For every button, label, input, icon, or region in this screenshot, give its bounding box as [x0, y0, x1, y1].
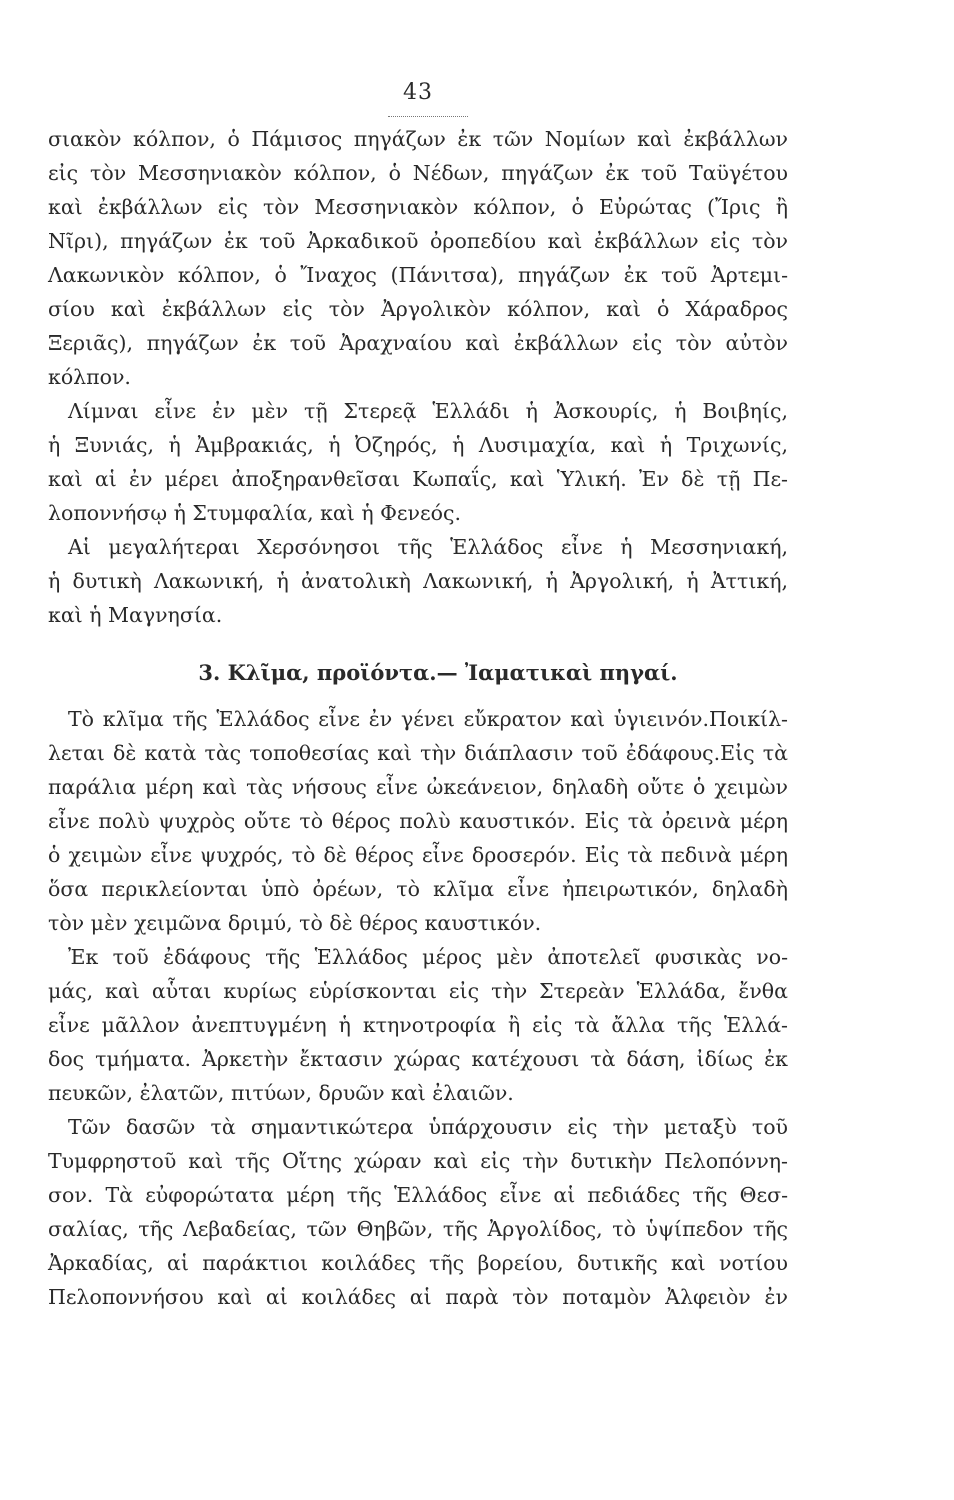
text-line: Τυμφρηστοῦ καὶ τῆς Οἴτης χώραν καὶ εἰς τὴν δυτικὴν Πελοπόννη-	[48, 1149, 788, 1173]
text-line: Τὸ κλῖμα τῆς Ἑλλάδος εἶνε ἐν γένει εὔκρατον καὶ ὑγιεινόν.Ποικίλ-	[68, 707, 788, 731]
text-line: καὶ ἡ Μαγνησία.	[48, 603, 223, 627]
text-line: Ἀρκαδίας, αἱ παράκτιοι κοιλάδες τῆς βορείου, δυτικῆς καὶ νοτίου	[48, 1251, 788, 1275]
text-line: ὅσα περικλείονται ὑπὸ ὀρέων, τὸ κλῖμα εἶνε ἠπειρωτικόν, δηλαδὴ	[48, 877, 788, 901]
text-line: Λακωνικὸν κόλπον, ὁ Ἴναχος (Πάνιτσα), πηγάζων ἐκ τοῦ Ἀρτεμι-	[48, 263, 788, 287]
text-line: μάς, καὶ αὗται κυρίως εὑρίσκονται εἰς τὴν Στερεὰν Ἑλλάδα, ἔνθα	[48, 979, 788, 1003]
text-line: ἡ Ξυνιάς, ἡ Ἀμβρακιάς, ἡ Ὀζηρός, ἡ Λυσιμαχία, καὶ ἡ Τριχωνίς,	[48, 433, 788, 457]
text-line: Ξεριᾶς), πηγάζων ἐκ τοῦ Ἀραχναίου καὶ ἐκβάλλων εἰς τὸν αὐτὸν	[48, 331, 788, 355]
text-line: λεται δὲ κατὰ τὰς τοποθεσίας καὶ τὴν διάπλασιν τοῦ ἐδάφους.Εἰς τὰ	[48, 741, 788, 765]
text-line: ἡ δυτικὴ Λακωνική, ἡ ἀνατολικὴ Λακωνική, ἡ Ἀργολική, ἡ Ἀττική,	[48, 569, 788, 593]
text-line: σαλίας, τῆς Λεβαδείας, τῶν Θηβῶν, τῆς Ἀργολίδος, τὸ ὑψίπεδον τῆς	[48, 1217, 788, 1241]
text-line: δος τμήματα. Ἀρκετὴν ἔκτασιν χώρας κατέχουσι τὰ δάση, ἰδίως ἐκ	[48, 1047, 788, 1071]
section-heading: 3. Κλῖμα, προϊόντα.— Ἰαματικαὶ πηγαί.	[198, 660, 678, 685]
text-line: εἰς τὸν Μεσσηνιακὸν κόλπον, ὁ Νέδων, πηγάζων ἐκ τοῦ Ταϋγέτου	[48, 161, 788, 185]
text-line: Ἐκ τοῦ ἐδάφους τῆς Ἑλλάδος μέρος μὲν ἀποτελεῖ φυσικὰς νο-	[68, 945, 788, 969]
text-line: Πελοποννήσου καὶ αἱ κοιλάδες αἱ παρὰ τὸν ποταμὸν Ἀλφειὸν ἐν	[48, 1285, 788, 1309]
text-line: καὶ ἐκβάλλων εἰς τὸν Μεσσηνιακὸν κόλπον, ὁ Εὐρώτας (Ἴρις ἢ	[48, 195, 788, 219]
text-line: σιακὸν κόλπον, ὁ Πάμισος πηγάζων ἐκ τῶν Νομίων καὶ ἐκβάλλων	[48, 127, 788, 151]
text-line-lakes: Λίμναι εἶνε ἐν μὲν τῇ Στερεᾷ Ἑλλάδι ἡ Ἀσκουρίς, ἡ Βοιβηίς,	[68, 399, 788, 423]
text-line: παράλια μέρη καὶ τὰς νήσους εἶνε ὠκεάνειον, δηλαδὴ οὔτε ὁ χειμὼν	[48, 775, 788, 799]
page-number: 43	[403, 80, 433, 105]
text-line: σον. Τὰ εὐφορώτατα μέρη τῆς Ἑλλάδος εἶνε αἱ πεδιάδες τῆς Θεσ-	[48, 1183, 788, 1207]
text-line: ὁ χειμὼν εἶνε ψυχρός, τὸ δὲ θέρος εἶνε δροσερόν. Εἰς τὰ πεδινὰ μέρη	[48, 843, 788, 867]
page-number-rule	[388, 116, 468, 117]
text-line: καὶ αἱ ἐν μέρει ἀποξηρανθεῖσαι Κωπαΐς, καὶ Ὑλική. Ἐν δὲ τῇ Πε-	[48, 467, 788, 491]
text-line-peninsulas: Αἱ μεγαλήτεραι Χερσόνησοι τῆς Ἑλλάδος εἶνε ἡ Μεσσηνιακή,	[68, 535, 788, 559]
text-line: πευκῶν, ἐλατῶν, πιτύων, δρυῶν καὶ ἐλαιῶν.	[48, 1081, 514, 1105]
text-line: Τῶν δασῶν τὰ σημαντικώτερα ὑπάρχουσιν εἰς τὴν μεταξὺ τοῦ	[68, 1115, 788, 1139]
text-line: κόλπον.	[48, 365, 131, 389]
text-line: σίου καὶ ἐκβάλλων εἰς τὸν Ἀργολικὸν κόλπον, καὶ ὁ Χάραδρος	[48, 297, 788, 321]
text-line: τὸν μὲν χειμῶνα δριμύ, τὸ δὲ θέρος καυστικόν.	[48, 911, 542, 935]
text-line: εἶνε μᾶλλον ἀνεπτυγμένη ἡ κτηνοτροφία ἢ εἰς τὰ ἄλλα τῆς Ἑλλά-	[48, 1013, 788, 1037]
text-line: λοποννήσῳ ἡ Στυμφαλία, καὶ ἡ Φενεός.	[48, 501, 461, 525]
body-text	[48, 122, 788, 1314]
text-line: εἶνε πολὺ ψυχρὸς οὔτε τὸ θέρος πολὺ καυστικόν. Εἰς τὰ ὀρεινὰ μέρη	[48, 809, 788, 833]
text-line: Νῖρι), πηγάζων ἐκ τοῦ Ἀρκαδικοῦ ὀροπεδίου καὶ ἐκβάλλων εἰς τὸν	[48, 229, 788, 253]
